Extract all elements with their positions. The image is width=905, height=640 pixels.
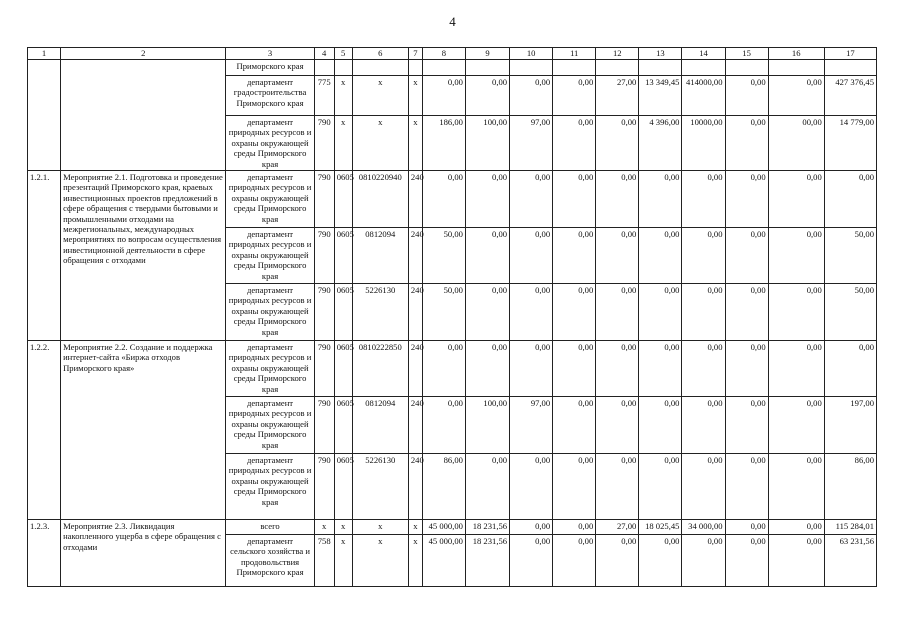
- amount-cell: 0,00: [465, 228, 509, 284]
- amount-cell: 0,00: [510, 76, 553, 116]
- page-number: 4: [449, 14, 456, 29]
- target-article-cell: 0810222850: [352, 341, 408, 397]
- amount-cell: 0,00: [725, 171, 768, 228]
- amount-cell: 0,00: [553, 535, 596, 587]
- amount-cell: 13 349,45: [639, 76, 682, 116]
- column-header-cell: 6: [352, 48, 408, 60]
- amount-cell: 0,00: [596, 228, 639, 284]
- amount-cell: 0,00: [682, 228, 725, 284]
- amount-cell: 0,00: [422, 341, 465, 397]
- amount-cell: 0,00: [596, 535, 639, 587]
- executor-cell: Приморского края: [226, 60, 314, 76]
- executor-cell: департамент природных ресурсов и охраны окружающей среды Приморского края: [226, 284, 314, 341]
- amount-cell: 0,00: [465, 284, 509, 341]
- amount-cell: 0,00: [725, 76, 768, 116]
- target-article-cell: 0812094: [352, 397, 408, 454]
- expense-type-cell: 240: [408, 171, 422, 228]
- amount-cell: 0,00: [553, 171, 596, 228]
- expense-type-cell: 240: [408, 341, 422, 397]
- table-row: [28, 520, 877, 535]
- amount-cell: 0,00: [553, 284, 596, 341]
- amount-cell: 0,00: [682, 397, 725, 454]
- column-header-cell: 10: [510, 48, 553, 60]
- section-code-cell: 0605: [334, 228, 352, 284]
- amount-cell: 0,00: [510, 228, 553, 284]
- ministry-code-cell: 790: [314, 341, 334, 397]
- amount-cell: 427 376,45: [824, 76, 876, 116]
- amount-cell: 50,00: [422, 228, 465, 284]
- amount-cell: 0,00: [639, 284, 682, 341]
- amount-cell: 0,00: [725, 341, 768, 397]
- executor-cell: департамент природных ресурсов и охраны окружающей среды Приморского края: [226, 341, 314, 397]
- amount-cell: 0,00: [465, 76, 509, 116]
- column-header-cell: 9: [465, 48, 509, 60]
- section-code-cell: x: [334, 520, 352, 535]
- amount-cell: 0,00: [465, 341, 509, 397]
- measure-description-cell: [61, 60, 226, 171]
- amount-cell: 0,00: [510, 171, 553, 228]
- ministry-code-cell: [314, 60, 334, 76]
- executor-cell: всего: [226, 520, 314, 535]
- amount-cell: 10000,00: [682, 116, 725, 171]
- executor-cell: департамент природных ресурсов и охраны окружающей среды Приморского края: [226, 397, 314, 454]
- amount-cell: 0,00: [768, 228, 824, 284]
- amount-cell: 0,00: [553, 454, 596, 520]
- column-header-row: [28, 48, 877, 60]
- amount-cell: 0,00: [510, 284, 553, 341]
- amount-cell: 0,00: [553, 116, 596, 171]
- amount-cell: 414000,00: [682, 76, 725, 116]
- target-article-cell: x: [352, 116, 408, 171]
- amount-cell: 0,00: [422, 397, 465, 454]
- expense-type-cell: [408, 60, 422, 76]
- section-code-cell: x: [334, 535, 352, 587]
- amount-cell: 0,00: [596, 116, 639, 171]
- ministry-code-cell: 790: [314, 454, 334, 520]
- amount-cell: 34 000,00: [682, 520, 725, 535]
- amount-cell: 0,00: [682, 535, 725, 587]
- column-header-cell: 14: [682, 48, 725, 60]
- column-header-cell: 2: [61, 48, 226, 60]
- amount-cell: 0,00: [682, 454, 725, 520]
- amount-cell: 45 000,00: [422, 520, 465, 535]
- amount-cell: 0,00: [553, 520, 596, 535]
- column-header-cell: 17: [824, 48, 876, 60]
- column-header-cell: 13: [639, 48, 682, 60]
- amount-cell: 0,00: [768, 454, 824, 520]
- column-header-cell: 4: [314, 48, 334, 60]
- amount-cell: 0,00: [768, 397, 824, 454]
- measure-code-cell: 1.2.1.: [28, 171, 61, 341]
- amount-cell: 0,00: [725, 228, 768, 284]
- ministry-code-cell: 790: [314, 171, 334, 228]
- amount-cell: 97,00: [510, 116, 553, 171]
- expense-type-cell: 240: [408, 228, 422, 284]
- amount-cell: 0,00: [510, 520, 553, 535]
- expense-type-cell: x: [408, 535, 422, 587]
- target-article-cell: [352, 60, 408, 76]
- measure-code-cell: 1.2.3.: [28, 520, 61, 587]
- ministry-code-cell: 790: [314, 228, 334, 284]
- amount-cell: [510, 60, 553, 76]
- amount-cell: 0,00: [510, 341, 553, 397]
- target-article-cell: 0810220940: [352, 171, 408, 228]
- amount-cell: 18 231,56: [465, 535, 509, 587]
- ministry-code-cell: x: [314, 520, 334, 535]
- amount-cell: 86,00: [824, 454, 876, 520]
- column-header-cell: 5: [334, 48, 352, 60]
- amount-cell: 0,00: [639, 228, 682, 284]
- executor-cell: департамент сельского хозяйства и продовольствия Приморского края: [226, 535, 314, 587]
- executor-cell: департамент природных ресурсов и охраны окружающей среды Приморского края: [226, 228, 314, 284]
- target-article-cell: 0812094: [352, 228, 408, 284]
- amount-cell: 0,00: [768, 520, 824, 535]
- section-code-cell: 0605: [334, 454, 352, 520]
- amount-cell: 0,00: [465, 454, 509, 520]
- amount-cell: [639, 60, 682, 76]
- amount-cell: 0,00: [639, 341, 682, 397]
- amount-cell: 0,00: [725, 520, 768, 535]
- ministry-code-cell: 758: [314, 535, 334, 587]
- amount-cell: 0,00: [824, 341, 876, 397]
- amount-cell: 0,00: [639, 535, 682, 587]
- amount-cell: 0,00: [465, 171, 509, 228]
- amount-cell: 50,00: [824, 228, 876, 284]
- column-header-cell: 15: [725, 48, 768, 60]
- target-article-cell: 5226130: [352, 284, 408, 341]
- amount-cell: 0,00: [768, 171, 824, 228]
- amount-cell: 0,00: [553, 397, 596, 454]
- column-header-cell: 12: [596, 48, 639, 60]
- measure-description-cell: Мероприятие 2.1. Подготовка и проведение презентаций Приморского края, краевых инвестиционных проектов предложений в сфере обращения с твердыми бытовыми и промышленными отходами на межрегиональных, международных мероприятиях по вопросам осуществления инвестиционной деятельности в сфере обращения с отходами: [61, 171, 226, 341]
- amount-cell: 0,00: [768, 535, 824, 587]
- amount-cell: 100,00: [465, 397, 509, 454]
- amount-cell: 00,00: [768, 116, 824, 171]
- amount-cell: 0,00: [725, 535, 768, 587]
- executor-cell: департамент природных ресурсов и охраны окружающей среды Приморского края: [226, 171, 314, 228]
- amount-cell: 27,00: [596, 520, 639, 535]
- amount-cell: 0,00: [639, 397, 682, 454]
- amount-cell: 0,00: [639, 171, 682, 228]
- amount-cell: [682, 60, 725, 76]
- column-header-cell: 7: [408, 48, 422, 60]
- amount-cell: 0,00: [510, 454, 553, 520]
- amount-cell: 186,00: [422, 116, 465, 171]
- amount-cell: 27,00: [596, 76, 639, 116]
- amount-cell: [824, 60, 876, 76]
- executor-cell: департамент природных ресурсов и охраны окружающей среды Приморского края: [226, 116, 314, 171]
- ministry-code-cell: 790: [314, 284, 334, 341]
- executor-cell: департамент градостроительства Приморского края: [226, 76, 314, 116]
- amount-cell: 0,00: [553, 76, 596, 116]
- amount-cell: 0,00: [596, 171, 639, 228]
- column-header-cell: 3: [226, 48, 314, 60]
- amount-cell: 45 000,00: [422, 535, 465, 587]
- measure-description-cell: Мероприятие 2.2. Создание и поддержка интернет-сайта «Биржа отходов Приморского края»: [61, 341, 226, 520]
- table-row: [28, 171, 877, 228]
- amount-cell: 0,00: [682, 341, 725, 397]
- column-header-cell: 16: [768, 48, 824, 60]
- amount-cell: 50,00: [824, 284, 876, 341]
- amount-cell: [725, 60, 768, 76]
- amount-cell: [768, 60, 824, 76]
- section-code-cell: 0605: [334, 341, 352, 397]
- amount-cell: 0,00: [596, 454, 639, 520]
- amount-cell: 100,00: [465, 116, 509, 171]
- amount-cell: 0,00: [824, 171, 876, 228]
- amount-cell: 0,00: [553, 341, 596, 397]
- measure-code-cell: 1.2.2.: [28, 341, 61, 520]
- expense-type-cell: x: [408, 520, 422, 535]
- target-article-cell: x: [352, 535, 408, 587]
- amount-cell: 0,00: [725, 454, 768, 520]
- amount-cell: 0,00: [510, 535, 553, 587]
- amount-cell: 0,00: [725, 284, 768, 341]
- section-code-cell: 0605: [334, 397, 352, 454]
- target-article-cell: x: [352, 520, 408, 535]
- measure-code-cell: [28, 60, 61, 171]
- executor-cell: департамент природных ресурсов и охраны окружающей среды Приморского края: [226, 454, 314, 520]
- amount-cell: [465, 60, 509, 76]
- amount-cell: 14 779,00: [824, 116, 876, 171]
- target-article-cell: 5226130: [352, 454, 408, 520]
- ministry-code-cell: 790: [314, 397, 334, 454]
- amount-cell: 0,00: [768, 76, 824, 116]
- amount-cell: [553, 60, 596, 76]
- column-header-cell: 1: [28, 48, 61, 60]
- amount-cell: 0,00: [596, 284, 639, 341]
- section-code-cell: 0605: [334, 284, 352, 341]
- amount-cell: 197,00: [824, 397, 876, 454]
- expense-type-cell: 240: [408, 397, 422, 454]
- amount-cell: 0,00: [768, 284, 824, 341]
- column-header-cell: 8: [422, 48, 465, 60]
- amount-cell: 0,00: [768, 341, 824, 397]
- amount-cell: 0,00: [553, 228, 596, 284]
- amount-cell: 115 284,01: [824, 520, 876, 535]
- amount-cell: 18 231,56: [465, 520, 509, 535]
- amount-cell: 0,00: [596, 397, 639, 454]
- amount-cell: 86,00: [422, 454, 465, 520]
- budget-table: [27, 47, 877, 587]
- amount-cell: 0,00: [725, 116, 768, 171]
- expense-type-cell: x: [408, 116, 422, 171]
- amount-cell: 0,00: [682, 171, 725, 228]
- amount-cell: 0,00: [682, 284, 725, 341]
- amount-cell: 0,00: [422, 76, 465, 116]
- section-code-cell: 0605: [334, 171, 352, 228]
- table-row: [28, 60, 877, 76]
- section-code-cell: [334, 60, 352, 76]
- ministry-code-cell: 790: [314, 116, 334, 171]
- amount-cell: 0,00: [639, 454, 682, 520]
- amount-cell: [422, 60, 465, 76]
- amount-cell: 4 396,00: [639, 116, 682, 171]
- amount-cell: [596, 60, 639, 76]
- amount-cell: 0,00: [725, 397, 768, 454]
- amount-cell: 0,00: [422, 171, 465, 228]
- expense-type-cell: 240: [408, 454, 422, 520]
- table-row: [28, 341, 877, 397]
- measure-description-cell: Мероприятие 2.3. Ликвидация накопленного ущерба в сфере обращения с отходами: [61, 520, 226, 587]
- column-header-cell: 11: [553, 48, 596, 60]
- ministry-code-cell: 775: [314, 76, 334, 116]
- section-code-cell: x: [334, 76, 352, 116]
- amount-cell: 0,00: [596, 341, 639, 397]
- amount-cell: 63 231,56: [824, 535, 876, 587]
- amount-cell: 97,00: [510, 397, 553, 454]
- expense-type-cell: 240: [408, 284, 422, 341]
- target-article-cell: x: [352, 76, 408, 116]
- amount-cell: 50,00: [422, 284, 465, 341]
- section-code-cell: x: [334, 116, 352, 171]
- expense-type-cell: x: [408, 76, 422, 116]
- amount-cell: 18 025,45: [639, 520, 682, 535]
